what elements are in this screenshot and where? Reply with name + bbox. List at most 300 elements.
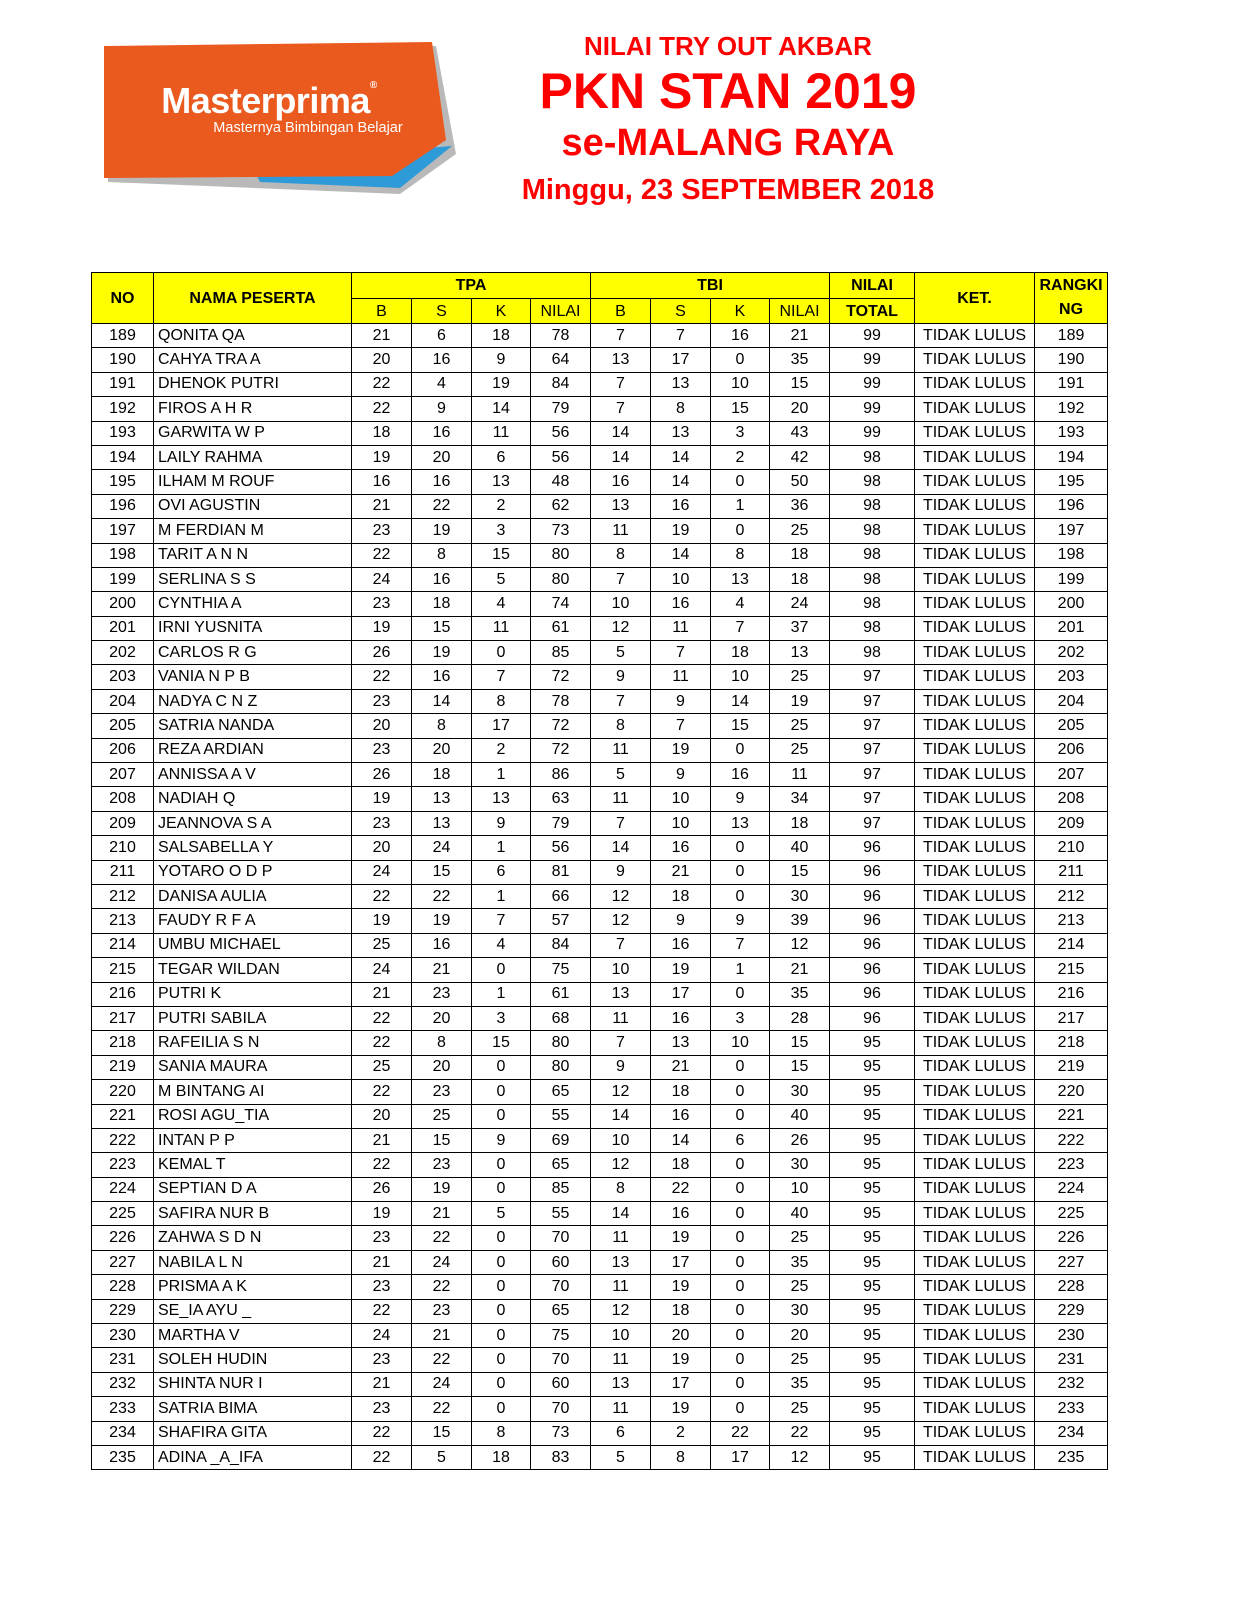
cell-tpa-k: 4 bbox=[472, 933, 531, 957]
cell-nama: M BINTANG AI bbox=[154, 1080, 352, 1104]
col-header-nama: NAMA PESERTA bbox=[154, 273, 352, 324]
cell-tbi-k: 0 bbox=[711, 1372, 770, 1396]
cell-tbi-s: 19 bbox=[651, 519, 711, 543]
table-row bbox=[92, 519, 1108, 543]
cell-no: 203 bbox=[92, 665, 154, 689]
cell-tbi-s: 17 bbox=[651, 982, 711, 1006]
cell-tpa-b: 22 bbox=[352, 397, 412, 421]
cell-no: 218 bbox=[92, 1031, 154, 1055]
report-date: Minggu, 23 SEPTEMBER 2018 bbox=[521, 174, 935, 206]
cell-nama: SE_IA AYU _ bbox=[154, 1299, 352, 1323]
cell-tpa-nilai: 78 bbox=[531, 689, 591, 713]
cell-tbi-b: 5 bbox=[591, 763, 651, 787]
cell-tpa-k: 0 bbox=[472, 1299, 531, 1323]
cell-tpa-nilai: 72 bbox=[531, 714, 591, 738]
cell-total: 95 bbox=[830, 1031, 915, 1055]
cell-tpa-k: 9 bbox=[472, 348, 531, 372]
cell-tpa-b: 22 bbox=[352, 884, 412, 908]
cell-tbi-s: 9 bbox=[651, 909, 711, 933]
cell-total: 96 bbox=[830, 860, 915, 884]
cell-tpa-nilai: 55 bbox=[531, 1202, 591, 1226]
cell-no: 222 bbox=[92, 1128, 154, 1152]
cell-total: 95 bbox=[830, 1080, 915, 1104]
cell-tbi-nilai: 25 bbox=[770, 1275, 830, 1299]
cell-tbi-k: 0 bbox=[711, 982, 770, 1006]
cell-tbi-b: 7 bbox=[591, 689, 651, 713]
cell-tbi-k: 0 bbox=[711, 1104, 770, 1128]
cell-tpa-s: 19 bbox=[412, 1177, 472, 1201]
cell-rank: 216 bbox=[1035, 982, 1108, 1006]
cell-ket: TIDAK LULUS bbox=[915, 543, 1035, 567]
cell-tpa-b: 22 bbox=[352, 1299, 412, 1323]
table-row bbox=[92, 397, 1108, 421]
cell-tbi-b: 14 bbox=[591, 1202, 651, 1226]
cell-tbi-k: 15 bbox=[711, 397, 770, 421]
cell-tpa-nilai: 57 bbox=[531, 909, 591, 933]
cell-tbi-s: 2 bbox=[651, 1421, 711, 1445]
cell-tbi-nilai: 42 bbox=[770, 445, 830, 469]
cell-tbi-s: 8 bbox=[651, 397, 711, 421]
table-row bbox=[92, 884, 1108, 908]
cell-total: 97 bbox=[830, 787, 915, 811]
cell-total: 96 bbox=[830, 884, 915, 908]
cell-tbi-s: 16 bbox=[651, 592, 711, 616]
cell-total: 95 bbox=[830, 1153, 915, 1177]
cell-tbi-k: 17 bbox=[711, 1445, 770, 1469]
cell-tbi-b: 12 bbox=[591, 1153, 651, 1177]
cell-no: 190 bbox=[92, 348, 154, 372]
cell-nama: ANNISSA A V bbox=[154, 763, 352, 787]
cell-tbi-nilai: 30 bbox=[770, 1153, 830, 1177]
cell-tpa-s: 20 bbox=[412, 1055, 472, 1079]
cell-nama: SERLINA S S bbox=[154, 567, 352, 591]
cell-tpa-b: 19 bbox=[352, 909, 412, 933]
cell-tbi-k: 9 bbox=[711, 909, 770, 933]
cell-tbi-b: 14 bbox=[591, 1104, 651, 1128]
cell-ket: TIDAK LULUS bbox=[915, 1202, 1035, 1226]
cell-no: 197 bbox=[92, 519, 154, 543]
cell-tpa-k: 0 bbox=[472, 1372, 531, 1396]
cell-nama: PUTRI K bbox=[154, 982, 352, 1006]
cell-tpa-nilai: 73 bbox=[531, 519, 591, 543]
table-row bbox=[92, 1348, 1108, 1372]
cell-rank: 213 bbox=[1035, 909, 1108, 933]
cell-tpa-b: 22 bbox=[352, 1421, 412, 1445]
cell-tpa-nilai: 66 bbox=[531, 884, 591, 908]
cell-rank: 220 bbox=[1035, 1080, 1108, 1104]
cell-no: 234 bbox=[92, 1421, 154, 1445]
cell-tpa-b: 22 bbox=[352, 1080, 412, 1104]
cell-tbi-nilai: 50 bbox=[770, 470, 830, 494]
cell-tpa-k: 14 bbox=[472, 397, 531, 421]
cell-total: 97 bbox=[830, 665, 915, 689]
group-header-tpa: TPA bbox=[352, 273, 591, 299]
col-header-ket: KET. bbox=[915, 273, 1035, 324]
cell-nama: YOTARO O D P bbox=[154, 860, 352, 884]
cell-ket: TIDAK LULUS bbox=[915, 324, 1035, 348]
cell-tbi-b: 13 bbox=[591, 348, 651, 372]
cell-tpa-s: 15 bbox=[412, 1128, 472, 1152]
cell-ket: TIDAK LULUS bbox=[915, 714, 1035, 738]
cell-tpa-s: 22 bbox=[412, 1397, 472, 1421]
cell-tpa-k: 9 bbox=[472, 811, 531, 835]
cell-tbi-s: 10 bbox=[651, 787, 711, 811]
cell-ket: TIDAK LULUS bbox=[915, 909, 1035, 933]
cell-tbi-b: 11 bbox=[591, 1275, 651, 1299]
cell-tpa-nilai: 73 bbox=[531, 1421, 591, 1445]
table-row bbox=[92, 738, 1108, 762]
cell-rank: 208 bbox=[1035, 787, 1108, 811]
cell-tbi-b: 11 bbox=[591, 738, 651, 762]
cell-ket: TIDAK LULUS bbox=[915, 567, 1035, 591]
cell-tpa-s: 4 bbox=[412, 372, 472, 396]
cell-tpa-b: 24 bbox=[352, 567, 412, 591]
cell-rank: 190 bbox=[1035, 348, 1108, 372]
cell-no: 223 bbox=[92, 1153, 154, 1177]
cell-rank: 196 bbox=[1035, 494, 1108, 518]
cell-tbi-k: 0 bbox=[711, 470, 770, 494]
cell-tbi-b: 7 bbox=[591, 811, 651, 835]
cell-tbi-b: 7 bbox=[591, 933, 651, 957]
cell-tpa-s: 24 bbox=[412, 836, 472, 860]
cell-tbi-s: 11 bbox=[651, 665, 711, 689]
cell-ket: TIDAK LULUS bbox=[915, 1177, 1035, 1201]
cell-tpa-k: 9 bbox=[472, 1128, 531, 1152]
cell-tbi-b: 10 bbox=[591, 1128, 651, 1152]
cell-tbi-nilai: 22 bbox=[770, 1421, 830, 1445]
cell-no: 224 bbox=[92, 1177, 154, 1201]
cell-no: 201 bbox=[92, 616, 154, 640]
cell-tpa-s: 18 bbox=[412, 592, 472, 616]
cell-rank: 212 bbox=[1035, 884, 1108, 908]
cell-tpa-nilai: 69 bbox=[531, 1128, 591, 1152]
cell-tpa-k: 2 bbox=[472, 494, 531, 518]
cell-rank: 211 bbox=[1035, 860, 1108, 884]
cell-no: 231 bbox=[92, 1348, 154, 1372]
cell-tbi-k: 10 bbox=[711, 372, 770, 396]
cell-tbi-nilai: 19 bbox=[770, 689, 830, 713]
cell-tbi-nilai: 21 bbox=[770, 958, 830, 982]
cell-tbi-s: 21 bbox=[651, 860, 711, 884]
cell-total: 98 bbox=[830, 494, 915, 518]
cell-total: 99 bbox=[830, 324, 915, 348]
cell-tpa-s: 18 bbox=[412, 763, 472, 787]
cell-tbi-nilai: 28 bbox=[770, 1006, 830, 1030]
cell-tpa-s: 22 bbox=[412, 1226, 472, 1250]
cell-tpa-b: 19 bbox=[352, 445, 412, 469]
cell-ket: TIDAK LULUS bbox=[915, 884, 1035, 908]
cell-tpa-s: 22 bbox=[412, 884, 472, 908]
cell-rank: 228 bbox=[1035, 1275, 1108, 1299]
cell-tpa-nilai: 72 bbox=[531, 665, 591, 689]
cell-no: 221 bbox=[92, 1104, 154, 1128]
cell-ket: TIDAK LULUS bbox=[915, 1348, 1035, 1372]
cell-rank: 235 bbox=[1035, 1445, 1108, 1469]
cell-ket: TIDAK LULUS bbox=[915, 787, 1035, 811]
cell-tbi-b: 14 bbox=[591, 836, 651, 860]
cell-rank: 230 bbox=[1035, 1324, 1108, 1348]
cell-tbi-s: 19 bbox=[651, 1275, 711, 1299]
cell-tpa-s: 16 bbox=[412, 470, 472, 494]
cell-tpa-s: 24 bbox=[412, 1250, 472, 1274]
report-title-block bbox=[480, 28, 976, 212]
cell-no: 219 bbox=[92, 1055, 154, 1079]
table-row bbox=[92, 714, 1108, 738]
cell-tbi-s: 13 bbox=[651, 372, 711, 396]
cell-tpa-nilai: 55 bbox=[531, 1104, 591, 1128]
cell-total: 96 bbox=[830, 982, 915, 1006]
cell-tpa-s: 21 bbox=[412, 1202, 472, 1226]
cell-total: 96 bbox=[830, 909, 915, 933]
cell-rank: 189 bbox=[1035, 324, 1108, 348]
cell-tbi-s: 8 bbox=[651, 1445, 711, 1469]
cell-ket: TIDAK LULUS bbox=[915, 494, 1035, 518]
cell-nama: NADYA C N Z bbox=[154, 689, 352, 713]
cell-nama: REZA ARDIAN bbox=[154, 738, 352, 762]
cell-rank: 215 bbox=[1035, 958, 1108, 982]
cell-tbi-nilai: 25 bbox=[770, 519, 830, 543]
cell-tbi-s: 14 bbox=[651, 1128, 711, 1152]
cell-ket: TIDAK LULUS bbox=[915, 1080, 1035, 1104]
cell-ket: TIDAK LULUS bbox=[915, 933, 1035, 957]
cell-rank: 206 bbox=[1035, 738, 1108, 762]
cell-tbi-nilai: 36 bbox=[770, 494, 830, 518]
cell-tbi-b: 6 bbox=[591, 1421, 651, 1445]
cell-tbi-k: 3 bbox=[711, 1006, 770, 1030]
cell-no: 216 bbox=[92, 982, 154, 1006]
cell-tbi-s: 19 bbox=[651, 958, 711, 982]
cell-tbi-nilai: 20 bbox=[770, 1324, 830, 1348]
cell-ket: TIDAK LULUS bbox=[915, 860, 1035, 884]
cell-tpa-s: 14 bbox=[412, 689, 472, 713]
cell-rank: 227 bbox=[1035, 1250, 1108, 1274]
cell-rank: 224 bbox=[1035, 1177, 1108, 1201]
cell-tpa-s: 6 bbox=[412, 324, 472, 348]
cell-tbi-k: 16 bbox=[711, 763, 770, 787]
cell-tbi-k: 0 bbox=[711, 1226, 770, 1250]
cell-total: 97 bbox=[830, 763, 915, 787]
cell-tpa-b: 18 bbox=[352, 421, 412, 445]
table-row bbox=[92, 494, 1108, 518]
cell-tbi-s: 13 bbox=[651, 1031, 711, 1055]
cell-tpa-k: 8 bbox=[472, 1421, 531, 1445]
cell-tpa-b: 23 bbox=[352, 738, 412, 762]
cell-total: 95 bbox=[830, 1445, 915, 1469]
cell-tbi-b: 10 bbox=[591, 1324, 651, 1348]
cell-tbi-b: 9 bbox=[591, 860, 651, 884]
cell-tpa-nilai: 80 bbox=[531, 1055, 591, 1079]
cell-tpa-s: 8 bbox=[412, 543, 472, 567]
cell-tpa-s: 24 bbox=[412, 1372, 472, 1396]
table-row bbox=[92, 958, 1108, 982]
table-row bbox=[92, 567, 1108, 591]
cell-ket: TIDAK LULUS bbox=[915, 982, 1035, 1006]
cell-tbi-nilai: 25 bbox=[770, 1397, 830, 1421]
report-title-line3: se-MALANG RAYA bbox=[561, 122, 895, 164]
col-header-nilai-top: NILAI bbox=[830, 273, 915, 299]
cell-nama: CARLOS R G bbox=[154, 641, 352, 665]
cell-tbi-nilai: 37 bbox=[770, 616, 830, 640]
cell-tpa-s: 8 bbox=[412, 1031, 472, 1055]
cell-tbi-b: 12 bbox=[591, 616, 651, 640]
cell-tpa-nilai: 81 bbox=[531, 860, 591, 884]
cell-tbi-k: 1 bbox=[711, 494, 770, 518]
cell-tpa-s: 22 bbox=[412, 1348, 472, 1372]
cell-tbi-b: 12 bbox=[591, 1299, 651, 1323]
cell-total: 99 bbox=[830, 397, 915, 421]
cell-tpa-b: 21 bbox=[352, 1250, 412, 1274]
cell-total: 96 bbox=[830, 1006, 915, 1030]
cell-rank: 218 bbox=[1035, 1031, 1108, 1055]
cell-tpa-s: 20 bbox=[412, 445, 472, 469]
cell-tpa-b: 23 bbox=[352, 1348, 412, 1372]
cell-tbi-k: 22 bbox=[711, 1421, 770, 1445]
cell-tpa-k: 1 bbox=[472, 884, 531, 908]
cell-tbi-nilai: 30 bbox=[770, 884, 830, 908]
cell-tpa-b: 21 bbox=[352, 1128, 412, 1152]
cell-tpa-nilai: 48 bbox=[531, 470, 591, 494]
cell-tpa-nilai: 61 bbox=[531, 616, 591, 640]
cell-no: 210 bbox=[92, 836, 154, 860]
cell-total: 95 bbox=[830, 1275, 915, 1299]
cell-tpa-k: 0 bbox=[472, 1153, 531, 1177]
cell-no: 230 bbox=[92, 1324, 154, 1348]
table-row bbox=[92, 909, 1108, 933]
cell-ket: TIDAK LULUS bbox=[915, 1250, 1035, 1274]
cell-ket: TIDAK LULUS bbox=[915, 1226, 1035, 1250]
cell-tbi-b: 14 bbox=[591, 421, 651, 445]
cell-tpa-b: 24 bbox=[352, 958, 412, 982]
cell-total: 98 bbox=[830, 567, 915, 591]
cell-tbi-k: 9 bbox=[711, 787, 770, 811]
cell-total: 97 bbox=[830, 714, 915, 738]
cell-no: 233 bbox=[92, 1397, 154, 1421]
col-header-total: TOTAL bbox=[830, 299, 915, 324]
cell-total: 98 bbox=[830, 641, 915, 665]
cell-ket: TIDAK LULUS bbox=[915, 1128, 1035, 1152]
cell-tbi-nilai: 34 bbox=[770, 787, 830, 811]
cell-no: 207 bbox=[92, 763, 154, 787]
cell-tpa-k: 0 bbox=[472, 641, 531, 665]
cell-tbi-k: 0 bbox=[711, 1348, 770, 1372]
cell-total: 98 bbox=[830, 470, 915, 494]
cell-nama: SEPTIAN D A bbox=[154, 1177, 352, 1201]
cell-tbi-k: 0 bbox=[711, 1275, 770, 1299]
cell-no: 226 bbox=[92, 1226, 154, 1250]
cell-no: 214 bbox=[92, 933, 154, 957]
cell-tbi-k: 0 bbox=[711, 1250, 770, 1274]
cell-tbi-nilai: 12 bbox=[770, 933, 830, 957]
cell-tpa-s: 13 bbox=[412, 787, 472, 811]
cell-ket: TIDAK LULUS bbox=[915, 519, 1035, 543]
cell-tpa-k: 0 bbox=[472, 1226, 531, 1250]
cell-ket: TIDAK LULUS bbox=[915, 1324, 1035, 1348]
cell-rank: 193 bbox=[1035, 421, 1108, 445]
cell-nama: JEANNOVA S A bbox=[154, 811, 352, 835]
cell-tbi-k: 0 bbox=[711, 519, 770, 543]
cell-no: 202 bbox=[92, 641, 154, 665]
cell-tpa-k: 5 bbox=[472, 567, 531, 591]
cell-tbi-s: 19 bbox=[651, 738, 711, 762]
cell-ket: TIDAK LULUS bbox=[915, 1421, 1035, 1445]
cell-tbi-b: 11 bbox=[591, 787, 651, 811]
cell-tpa-b: 24 bbox=[352, 860, 412, 884]
cell-tbi-b: 9 bbox=[591, 665, 651, 689]
cell-nama: KEMAL T bbox=[154, 1153, 352, 1177]
table-row bbox=[92, 982, 1108, 1006]
table-row bbox=[92, 1128, 1108, 1152]
cell-tbi-k: 4 bbox=[711, 592, 770, 616]
cell-total: 97 bbox=[830, 689, 915, 713]
cell-rank: 199 bbox=[1035, 567, 1108, 591]
cell-no: 192 bbox=[92, 397, 154, 421]
cell-rank: 225 bbox=[1035, 1202, 1108, 1226]
cell-ket: TIDAK LULUS bbox=[915, 348, 1035, 372]
cell-no: 217 bbox=[92, 1006, 154, 1030]
cell-tbi-nilai: 12 bbox=[770, 1445, 830, 1469]
col-header-tbi-b: B bbox=[591, 299, 651, 324]
cell-tpa-nilai: 84 bbox=[531, 933, 591, 957]
cell-tbi-b: 5 bbox=[591, 641, 651, 665]
cell-total: 95 bbox=[830, 1324, 915, 1348]
cell-tpa-nilai: 86 bbox=[531, 763, 591, 787]
cell-tbi-b: 12 bbox=[591, 884, 651, 908]
cell-tpa-nilai: 80 bbox=[531, 567, 591, 591]
cell-tbi-nilai: 35 bbox=[770, 348, 830, 372]
cell-nama: SATRIA NANDA bbox=[154, 714, 352, 738]
cell-ket: TIDAK LULUS bbox=[915, 1397, 1035, 1421]
cell-ket: TIDAK LULUS bbox=[915, 1372, 1035, 1396]
cell-rank: 195 bbox=[1035, 470, 1108, 494]
cell-total: 95 bbox=[830, 1104, 915, 1128]
cell-nama: SANIA MAURA bbox=[154, 1055, 352, 1079]
cell-tpa-nilai: 64 bbox=[531, 348, 591, 372]
cell-no: 229 bbox=[92, 1299, 154, 1323]
cell-tpa-nilai: 83 bbox=[531, 1445, 591, 1469]
cell-tbi-k: 10 bbox=[711, 665, 770, 689]
cell-ket: TIDAK LULUS bbox=[915, 641, 1035, 665]
cell-nama: OVI AGUSTIN bbox=[154, 494, 352, 518]
cell-nama: ROSI AGU_TIA bbox=[154, 1104, 352, 1128]
cell-nama: TARIT A N N bbox=[154, 543, 352, 567]
col-header-tbi-k: K bbox=[711, 299, 770, 324]
cell-tpa-k: 13 bbox=[472, 787, 531, 811]
table-row bbox=[92, 860, 1108, 884]
cell-nama: TEGAR WILDAN bbox=[154, 958, 352, 982]
cell-tbi-b: 12 bbox=[591, 1080, 651, 1104]
cell-tbi-s: 17 bbox=[651, 348, 711, 372]
cell-total: 99 bbox=[830, 421, 915, 445]
cell-tbi-k: 3 bbox=[711, 421, 770, 445]
cell-tpa-k: 11 bbox=[472, 421, 531, 445]
cell-nama: PUTRI SABILA bbox=[154, 1006, 352, 1030]
cell-tbi-nilai: 40 bbox=[770, 1104, 830, 1128]
cell-nama: MARTHA V bbox=[154, 1324, 352, 1348]
cell-tpa-s: 16 bbox=[412, 421, 472, 445]
cell-tbi-b: 11 bbox=[591, 519, 651, 543]
table-row bbox=[92, 543, 1108, 567]
cell-tpa-s: 21 bbox=[412, 958, 472, 982]
cell-tpa-b: 26 bbox=[352, 1177, 412, 1201]
cell-nama: SHAFIRA GITA bbox=[154, 1421, 352, 1445]
table-row bbox=[92, 933, 1108, 957]
cell-nama: SHINTA NUR I bbox=[154, 1372, 352, 1396]
cell-tbi-k: 13 bbox=[711, 567, 770, 591]
cell-no: 208 bbox=[92, 787, 154, 811]
cell-tpa-k: 0 bbox=[472, 1250, 531, 1274]
cell-tbi-b: 8 bbox=[591, 543, 651, 567]
cell-tpa-nilai: 85 bbox=[531, 641, 591, 665]
